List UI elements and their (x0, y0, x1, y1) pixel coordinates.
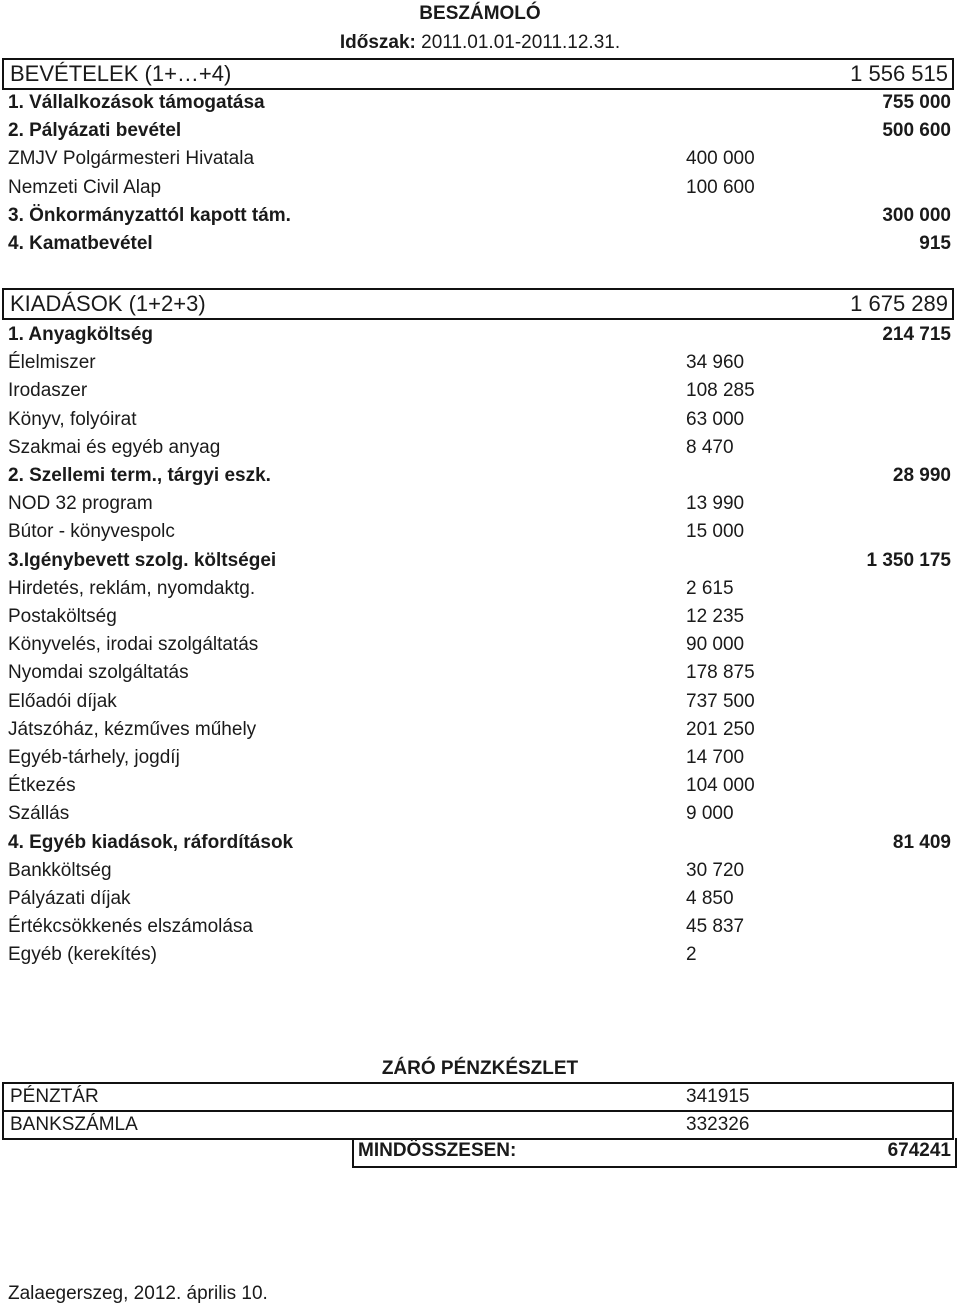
line-item (0, 829, 960, 857)
line-item-label: Szakmai és egyéb anyag (8, 436, 221, 458)
expenses-header (2, 288, 954, 320)
line-item (0, 490, 960, 518)
line-item-amount: 81 409 (892, 831, 951, 853)
line-item-label: Postaköltség (8, 606, 117, 627)
line-item-label: Élelmiszer (8, 352, 96, 374)
line-item-amount: 755 000 (882, 92, 951, 113)
line-item (0, 117, 960, 145)
line-item-label: Irodaszer (8, 380, 88, 402)
line-item-label: Bútor - könyvespolc (8, 521, 175, 543)
line-item (0, 885, 960, 913)
line-item (0, 603, 960, 631)
line-item-subamount: 13 990 (686, 493, 745, 515)
line-item-subamount: 90 000 (686, 634, 745, 656)
line-item-label: Pályázati díjak (8, 888, 131, 909)
report-title: BESZÁMOLÓ (419, 3, 541, 24)
line-item (0, 716, 960, 744)
cash-row (4, 1112, 952, 1140)
line-item-amount: 1 350 175 (866, 549, 951, 571)
line-item-subamount: 15 000 (686, 521, 745, 543)
line-item-subamount: 34 960 (686, 352, 745, 374)
cash-row-value: 341915 (686, 1086, 750, 1107)
line-item-subamount: 400 000 (686, 148, 755, 170)
line-item-label: Nyomdai szolgáltatás (8, 662, 189, 684)
line-item (0, 462, 960, 490)
line-item (0, 941, 960, 969)
line-item-amount: 300 000 (882, 204, 951, 226)
line-item (0, 913, 960, 941)
line-item-subamount: 8 470 (686, 436, 734, 458)
line-item-amount: 500 600 (882, 120, 951, 142)
line-item-amount: 214 715 (882, 324, 951, 345)
line-item-label: 4. Kamatbevétel (8, 233, 153, 254)
line-item (0, 772, 960, 800)
closing-total (352, 1138, 957, 1168)
line-item-subamount: 108 285 (686, 380, 755, 402)
closing-title: ZÁRÓ PÉNZKÉSZLET (381, 1058, 579, 1079)
line-item (0, 800, 960, 828)
period-value: 2011.01.01-2011.12.31. (421, 32, 621, 53)
line-item (0, 202, 960, 230)
line-item-subamount: 9 000 (686, 803, 734, 825)
cash-row-label: PÉNZTÁR (10, 1086, 99, 1107)
line-item-label: 3.Igénybevett szolg. költségei (8, 549, 277, 571)
line-item-subamount: 2 (686, 944, 697, 966)
period-label: Időszak: (339, 32, 416, 53)
cash-row-label: BANKSZÁMLA (10, 1114, 138, 1135)
place-date: Zalaegerszeg, 2012. április 10. (8, 1283, 268, 1304)
line-item (0, 857, 960, 885)
line-item-label: 1. Anyagköltség (8, 324, 154, 345)
line-item-subamount: 201 250 (686, 718, 755, 740)
line-item-subamount: 12 235 (686, 606, 745, 627)
line-item-label: Könyvelés, irodai szolgáltatás (8, 634, 259, 656)
expenses-total: 1 675 289 (850, 291, 948, 316)
line-item-label: Előadói díjak (8, 690, 117, 712)
line-item-label: 4. Egyéb kiadások, ráfordítások (8, 831, 294, 853)
cash-table (2, 1082, 954, 1140)
line-item (0, 518, 960, 546)
line-item (0, 145, 960, 173)
line-item-label: NOD 32 program (8, 493, 153, 515)
line-item (0, 575, 960, 603)
line-item-subamount: 63 000 (686, 408, 745, 430)
line-item-subamount: 2 615 (686, 577, 734, 599)
line-item-subamount: 30 720 (686, 859, 745, 881)
line-item-label: Nemzeti Civil Alap (8, 176, 162, 198)
line-item-subamount: 4 850 (686, 888, 734, 909)
line-item-subamount: 178 875 (686, 662, 755, 684)
line-item-label: Étkezés (8, 775, 76, 797)
line-item-subamount: 737 500 (686, 690, 755, 712)
line-item-subamount: 45 837 (686, 916, 745, 938)
line-item-label: Könyv, folyóirat (8, 408, 137, 430)
line-item-label: ZMJV Polgármesteri Hivatala (8, 148, 255, 170)
line-item (0, 406, 960, 434)
line-item (0, 230, 960, 258)
line-item-label: Egyéb (kerekítés) (8, 944, 157, 966)
line-item (0, 434, 960, 462)
line-item-label: Bankköltség (8, 859, 112, 881)
line-item (0, 174, 960, 202)
line-item-amount: 28 990 (892, 465, 951, 486)
line-item-label: Egyéb-tárhely, jogdíj (8, 747, 180, 768)
line-item-label: 2. Szellemi term., tárgyi eszk. (8, 465, 271, 486)
line-item-label: Értékcsökkenés elszámolása (8, 916, 253, 938)
line-item-label: Szállás (8, 803, 70, 825)
line-item (0, 744, 960, 772)
closing-total-value: 674241 (887, 1140, 951, 1161)
line-item (0, 321, 960, 349)
line-item-label: Hirdetés, reklám, nyomdaktg. (8, 577, 256, 599)
line-item (0, 547, 960, 575)
line-item (0, 659, 960, 687)
expenses-label: KIADÁSOK (1+2+3) (10, 291, 206, 316)
line-item-label: 1. Vállalkozások támogatása (8, 92, 265, 113)
line-item-label: 2. Pályázati bevétel (8, 120, 182, 142)
line-item (0, 631, 960, 659)
line-item-subamount: 100 600 (686, 176, 755, 198)
report-period (0, 29, 960, 57)
line-item (0, 377, 960, 405)
line-item (0, 688, 960, 716)
revenue-total: 1 556 515 (850, 61, 948, 86)
line-item (0, 349, 960, 377)
line-item-subamount: 14 700 (686, 747, 745, 768)
line-item (0, 89, 960, 117)
line-item-label: 3. Önkormányzattól kapott tám. (8, 204, 291, 226)
line-item-amount: 915 (919, 233, 951, 254)
cash-row-value: 332326 (686, 1114, 750, 1135)
line-item-label: Játszóház, kézműves műhely (8, 718, 257, 740)
cash-row (4, 1084, 952, 1112)
closing-total-label: MINDÖSSZESEN: (358, 1140, 517, 1161)
revenue-label: BEVÉTELEK (1+…+4) (10, 61, 232, 86)
line-item-subamount: 104 000 (686, 775, 755, 797)
revenue-header (2, 58, 954, 90)
